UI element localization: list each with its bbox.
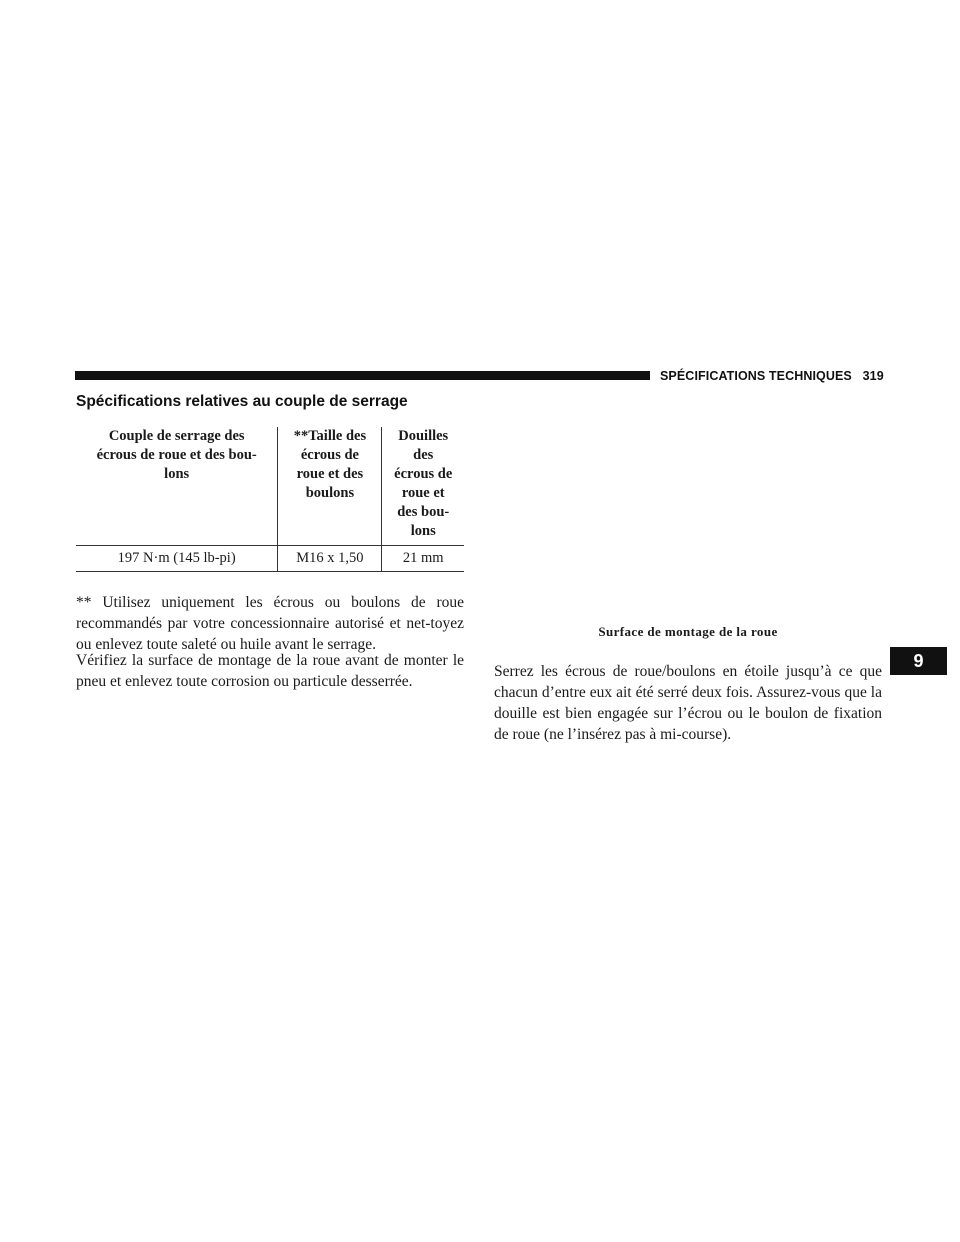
table-header-torque: Couple de serrage des écrous de roue et des bou- lons <box>96 428 257 482</box>
verify-paragraph: Vérifiez la surface de montage de la roue avant de monter le pneu et enlevez toute corrosion ou particule desserrée. <box>76 651 464 690</box>
running-header <box>660 369 885 383</box>
table-cell-torque: 197 N·m (145 lb-pi) <box>76 546 278 572</box>
table-cell-socket: 21 mm <box>382 546 464 572</box>
tighten-paragraph: Serrez les écrous de roue/boulons en étoile jusqu’à ce que chacun d’entre eux ait été serré deux fois. Assurez-vous que la douille est bien engagée sur l’écrou ou le boulon de fixation de roue (ne l’insérez pas à mi-course). <box>494 662 882 743</box>
table-header-size: **Taille des écrous de roue et des boulons <box>278 427 382 546</box>
section-title: Spécifications relatives au couple de serrage <box>76 393 408 410</box>
table-header-socket: Douilles des écrous de roue et des bou- lons <box>382 427 464 546</box>
table-cell-size: M16 x 1,50 <box>278 546 382 572</box>
table-row <box>76 546 464 572</box>
chapter-tab: 9 <box>890 647 947 675</box>
header-title: SPÉCIFICATIONS TECHNIQUES <box>660 369 852 383</box>
torque-spec-table <box>76 427 464 572</box>
table-header-row <box>76 427 464 546</box>
header-rule <box>75 371 650 380</box>
page-number: 319 <box>862 369 884 383</box>
figure-caption: Surface de montage de la roue <box>598 624 778 639</box>
note-paragraph: ** Utilisez uniquement les écrous ou boulons de roue recommandés par votre concessionnaire autorisé et net-toyez ou enlevez toute saleté ou huile avant le serrage. <box>76 593 464 653</box>
